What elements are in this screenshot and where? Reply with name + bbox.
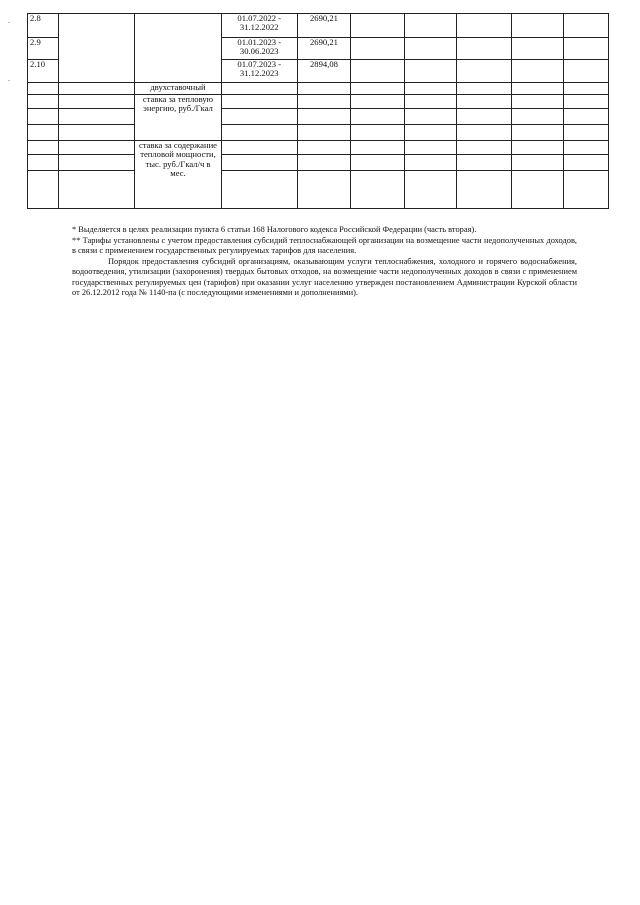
tariff-value: 2690,21 <box>297 14 350 38</box>
tariff-value: 2894,08 <box>297 60 350 83</box>
table-row <box>28 14 609 38</box>
period-cell <box>221 14 297 38</box>
table-row <box>28 141 609 155</box>
table-row <box>28 83 609 95</box>
tariff-value: 2690,21 <box>297 38 350 60</box>
table-row <box>28 109 609 125</box>
scan-mark <box>8 22 10 23</box>
period-cell <box>221 60 297 83</box>
footnote-vat: * Выделяется в целях реализации пункта 6 статьи 168 Налогового кодекса Российской Федерации (часть вторая). <box>72 225 477 234</box>
scan-mark <box>8 80 10 81</box>
footnotes <box>72 225 577 299</box>
empty-cell <box>135 14 221 83</box>
row-number: 2.10 <box>28 60 59 83</box>
tariff-table <box>27 13 609 209</box>
table-row <box>28 155 609 171</box>
period-text: 01.01.2023 - 30.06.2023 <box>237 37 282 57</box>
table-row <box>28 95 609 109</box>
rate-capacity-label: ставка за содержание тепловой мощности, тыс. руб./Гкал/ч в мес. <box>135 141 221 209</box>
rate-energy-label: ставка за тепловую энергию, руб./Гкал <box>135 95 221 141</box>
row-number: 2.8 <box>28 14 59 38</box>
table-row <box>28 125 609 141</box>
subsidy-procedure-paragraph: Порядок предоставления субсидий организациям, оказывающим услуги теплоснабжения, холодного и горячего водоснабжения, водоотведения, утилизации (захоронения) твердых бытовых отходов, на возмещение части недополученных доходов в связи с применением государственных регулируемых цен (тарифов) при оказании услуг населению утвержден постановлением Администрации Курской области от 26.12.2012 года № 1140-па (с последующими изменениями и дополнениями). <box>72 256 577 297</box>
period-text: 01.07.2022 - 31.12.2022 <box>237 13 282 33</box>
period-cell <box>221 38 297 60</box>
footnote-subsidy: ** Тарифы установлены с учетом предоставления субсидий теплоснабжающей организации на возмещение части недополученных доходов, в связи с применением государственных регулируемых тарифов для населения. <box>72 235 577 255</box>
table-row <box>28 171 609 209</box>
period-text: 01.07.2023 - 31.12.2023 <box>237 59 282 79</box>
empty-cell <box>59 14 135 83</box>
row-number: 2.9 <box>28 38 59 60</box>
two-part-label: двухставочный <box>135 83 221 95</box>
